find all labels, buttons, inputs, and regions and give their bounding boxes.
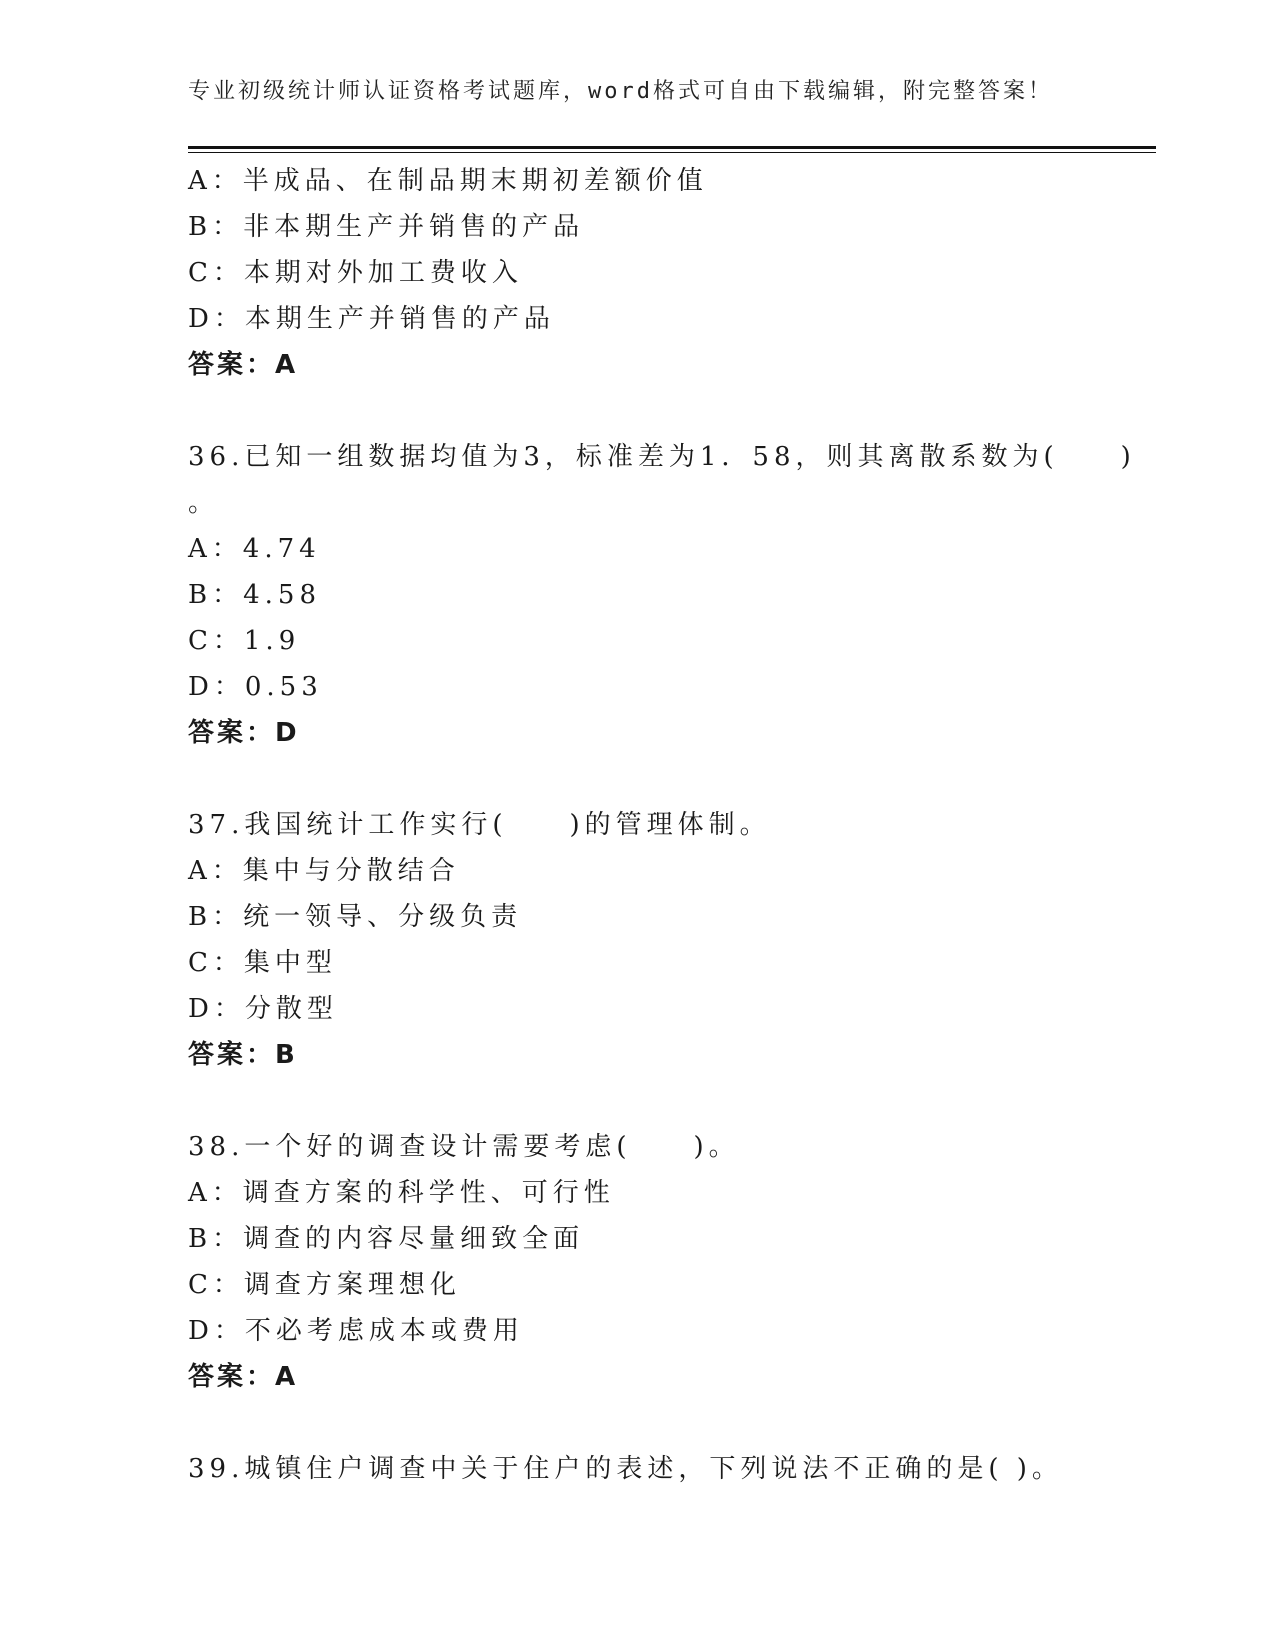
question-39 (188, 1446, 1088, 1492)
option-d: D：不必考虑成本或费用 (188, 1316, 524, 1346)
question-stem: 37.我国统计工作实行( )的管理体制。 (188, 810, 771, 840)
question-36 (188, 434, 1136, 756)
spacer (188, 1400, 1088, 1446)
spacer (188, 756, 1088, 802)
question-content (188, 158, 1136, 1492)
header-divider-thin (188, 152, 1156, 153)
answer: 答案：B (188, 1040, 298, 1070)
option-b: B：统一领导、分级负责 (188, 902, 523, 932)
option-d: D：分散型 (188, 994, 338, 1024)
option-d: D：本期生产并销售的产品 (188, 304, 555, 334)
question-35 (188, 158, 1088, 388)
question-37 (188, 802, 1088, 1078)
option-b: B：调查的内容尽量细致全面 (188, 1224, 585, 1254)
question-38 (188, 1124, 1088, 1400)
answer: 答案：D (188, 718, 300, 748)
answer: 答案：A (188, 1362, 299, 1392)
option-a: A：调查方案的科学性、可行性 (188, 1178, 615, 1208)
question-stem-continuation: 。 (188, 488, 220, 518)
question-stem: 36.已知一组数据均值为3，标准差为1．58，则其离散系数为( ) (188, 442, 1136, 472)
answer: 答案：A (188, 350, 299, 380)
option-b: B：4.58 (188, 580, 321, 610)
option-c: C：集中型 (188, 948, 337, 978)
option-a: A：集中与分散结合 (188, 856, 460, 886)
option-c: C：调查方案理想化 (188, 1270, 461, 1300)
question-stem: 38.一个好的调查设计需要考虑( )。 (188, 1132, 740, 1162)
question-stem: 39.城镇住户调查中关于住户的表述，下列说法不正确的是( )。 (188, 1454, 1063, 1484)
spacer (188, 388, 1088, 434)
option-c: C：本期对外加工费收入 (188, 258, 523, 288)
spacer (188, 1078, 1088, 1124)
option-d: D：0.53 (188, 672, 323, 702)
option-a: A：4.74 (188, 534, 321, 564)
page-header: 专业初级统计师认证资格考试题库，word格式可自由下载编辑，附完整答案！ (188, 79, 1053, 104)
header-divider-thick (188, 146, 1156, 149)
option-b: B：非本期生产并销售的产品 (188, 212, 585, 242)
option-c: C：1.9 (188, 626, 301, 656)
option-a: A：半成品、在制品期末期初差额价值 (188, 166, 708, 196)
